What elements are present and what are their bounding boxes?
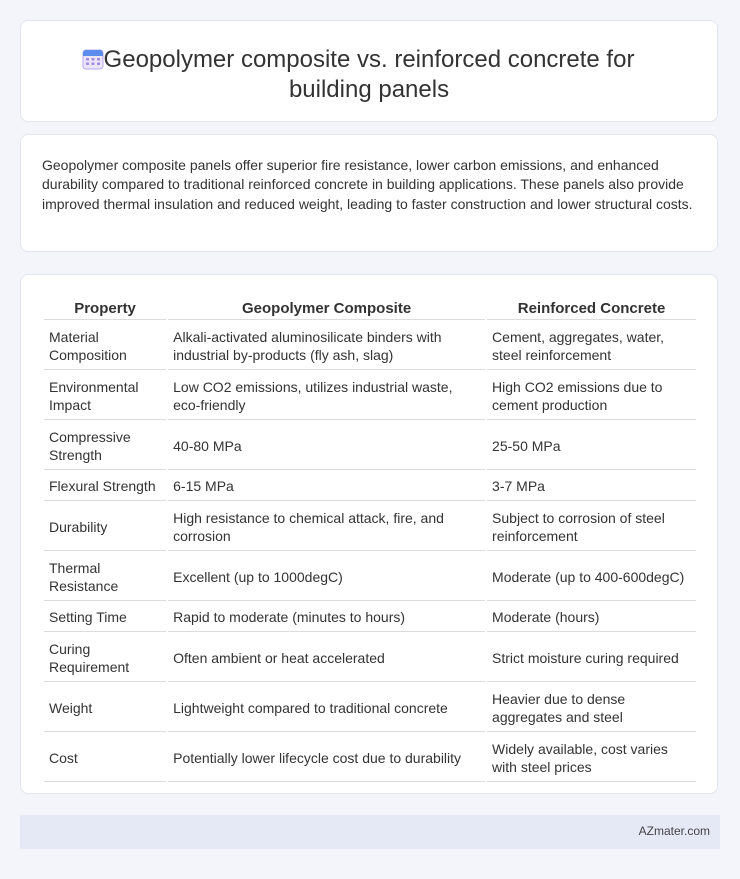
table-row bbox=[44, 320, 696, 370]
cell-property: Curing Requirement bbox=[44, 632, 166, 682]
header-geopolymer: Geopolymer Composite bbox=[168, 295, 485, 320]
table-row bbox=[44, 501, 696, 551]
cell-geopolymer: Alkali-activated aluminosilicate binders with industrial by-products (fly ash, slag) bbox=[168, 320, 485, 370]
table-row bbox=[44, 682, 696, 732]
cell-property: Flexural Strength bbox=[44, 470, 166, 501]
cell-property: Compressive Strength bbox=[44, 420, 166, 470]
table-row bbox=[44, 601, 696, 632]
table-row bbox=[44, 370, 696, 420]
cell-concrete: Subject to corrosion of steel reinforcement bbox=[487, 501, 696, 551]
table-row bbox=[44, 420, 696, 470]
header-property: Property bbox=[44, 295, 166, 320]
cell-geopolymer: Rapid to moderate (minutes to hours) bbox=[168, 601, 485, 632]
cell-geopolymer: 40-80 MPa bbox=[168, 420, 485, 470]
table-row bbox=[44, 632, 696, 682]
page-title-line-1: Geopolymer composite vs. reinforced concrete for bbox=[103, 46, 635, 73]
header-reinforced-concrete: Reinforced Concrete bbox=[487, 295, 696, 320]
title-card bbox=[20, 20, 718, 122]
table-row bbox=[44, 470, 696, 501]
cell-property: Setting Time bbox=[44, 601, 166, 632]
cell-geopolymer: High resistance to chemical attack, fire, and corrosion bbox=[168, 501, 485, 551]
cell-concrete: Moderate (hours) bbox=[487, 601, 696, 632]
table-row bbox=[44, 551, 696, 601]
cell-concrete: 3-7 MPa bbox=[487, 470, 696, 501]
cell-geopolymer: Excellent (up to 1000degC) bbox=[168, 551, 485, 601]
cell-concrete: Widely available, cost varies with steel prices bbox=[487, 732, 696, 782]
cell-concrete: High CO2 emissions due to cement production bbox=[487, 370, 696, 420]
page-title-line-2: building panels bbox=[288, 76, 450, 103]
table-header-row bbox=[44, 295, 696, 320]
cell-concrete: Moderate (up to 400-600degC) bbox=[487, 551, 696, 601]
comparison-table-card bbox=[20, 274, 718, 794]
cell-concrete: Strict moisture curing required bbox=[487, 632, 696, 682]
cell-property: Material Composition bbox=[44, 320, 166, 370]
cell-concrete: Cement, aggregates, water, steel reinforcement bbox=[487, 320, 696, 370]
cell-geopolymer: Potentially lower lifecycle cost due to durability bbox=[168, 732, 485, 782]
cell-property: Thermal Resistance bbox=[44, 551, 166, 601]
cell-property: Durability bbox=[44, 501, 166, 551]
table-row bbox=[44, 732, 696, 782]
footer-bar bbox=[20, 815, 720, 849]
comparison-table bbox=[42, 295, 698, 782]
cell-concrete: 25-50 MPa bbox=[487, 420, 696, 470]
cell-property: Environmental Impact bbox=[44, 370, 166, 420]
cell-property: Weight bbox=[44, 682, 166, 732]
cell-geopolymer: 6-15 MPa bbox=[168, 470, 485, 501]
cell-geopolymer: Often ambient or heat accelerated bbox=[168, 632, 485, 682]
page-title bbox=[21, 45, 717, 105]
footer-brand[interactable]: AZmater.com bbox=[638, 824, 710, 838]
cell-geopolymer: Low CO2 emissions, utilizes industrial waste, eco-friendly bbox=[168, 370, 485, 420]
cell-property: Cost bbox=[44, 732, 166, 782]
summary-text: Geopolymer composite panels offer superior fire resistance, lower carbon emissions, and enhanced durability compared to traditional reinforced concrete in building applications. These panels also provide improved thermal insulation and reduced weight, leading to faster construction and lower structural costs. bbox=[42, 157, 693, 212]
summary-card bbox=[20, 134, 718, 252]
cell-concrete: Heavier due to dense aggregates and steel bbox=[487, 682, 696, 732]
cell-geopolymer: Lightweight compared to traditional concrete bbox=[168, 682, 485, 732]
